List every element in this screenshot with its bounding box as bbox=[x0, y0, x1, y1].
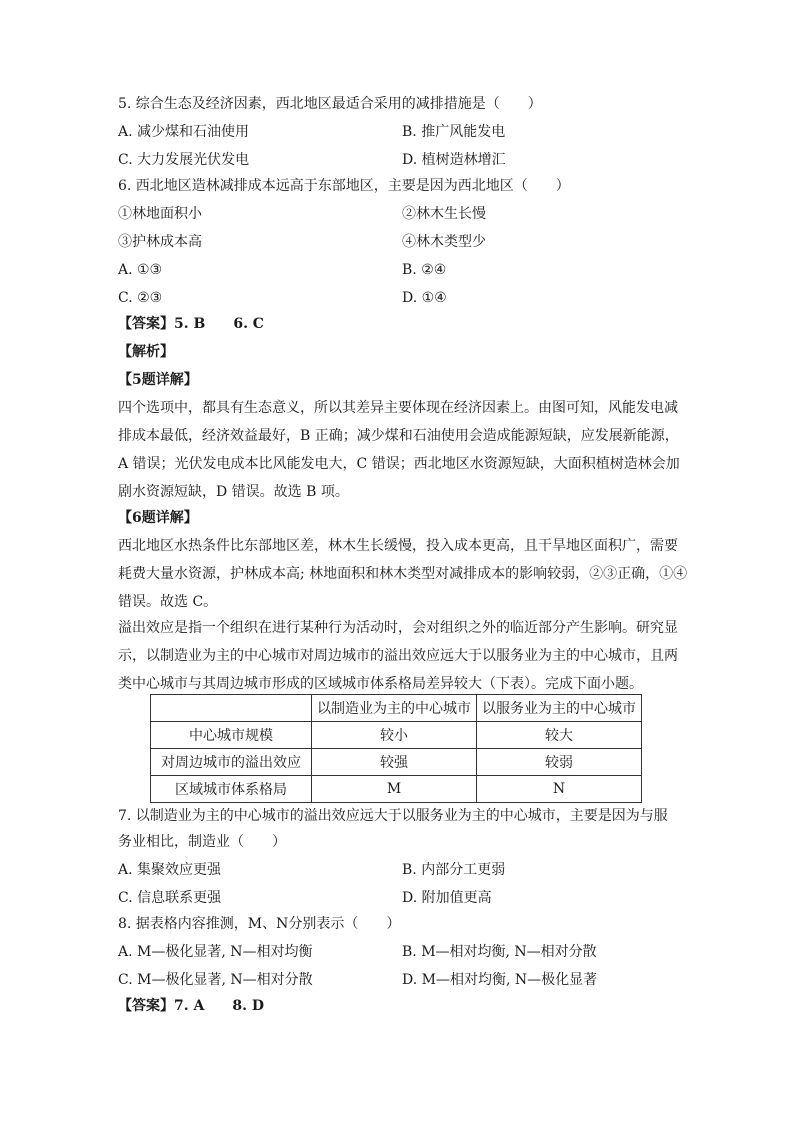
comparison-table bbox=[150, 694, 642, 803]
table-header-row bbox=[151, 695, 642, 722]
intro-line: 溢出效应是指一个组织在进行某种行为活动时，会对组织之外的临近部分产生影响。研究显 bbox=[118, 620, 678, 636]
q6-option-d: D. ①④ bbox=[402, 290, 447, 306]
q6-option-b: B. ②④ bbox=[402, 262, 447, 278]
table-row bbox=[151, 749, 642, 776]
detail-6-title: 【6题详解】 bbox=[118, 510, 198, 526]
q8-option-c: C. M—极化显著, N—相对分散 bbox=[118, 972, 313, 988]
table-header-cell: 以服务业为主的中心城市 bbox=[477, 695, 642, 722]
answer-5-6: 【答案】5. B 6. C bbox=[118, 316, 264, 332]
detail-5-line: A 错误；光伏发电成本比风能发电大，C 错误；西北地区水资源短缺，大面积植树造林会加 bbox=[118, 456, 680, 472]
q6-stem: 6. 西北地区造林减排成本远高于东部地区，主要是因为西北地区（ ） bbox=[118, 178, 570, 194]
table-cell: N bbox=[477, 776, 642, 803]
q6-statement-3: ③护林成本高 bbox=[118, 234, 202, 250]
q5-option-b: B. 推广风能发电 bbox=[402, 124, 506, 140]
q6-option-c: C. ②③ bbox=[118, 290, 163, 306]
q7-option-d: D. 附加值更高 bbox=[402, 890, 492, 906]
detail-5-line: 排成本最低，经济效益最好，B 正确；减少煤和石油使用会造成能源短缺，应发展新能源， bbox=[118, 428, 679, 444]
q6-option-a: A. ①③ bbox=[118, 262, 163, 278]
detail-5-line: 四个选项中，都具有生态意义，所以其差异主要体现在经济因素上。由图可知，风能发电减 bbox=[118, 400, 678, 416]
intro-line: 类中心城市与其周边城市形成的区域城市体系格局差异较大（下表）。完成下面小题。 bbox=[118, 676, 643, 692]
detail-5-line: 剧水资源短缺，D 错误。故选 B 项。 bbox=[118, 484, 349, 500]
q7-option-a: A. 集聚效应更强 bbox=[118, 862, 222, 878]
table-cell: 中心城市规模 bbox=[151, 722, 312, 749]
q6-statement-2: ②林木生长慢 bbox=[402, 206, 486, 222]
q7-option-c: C. 信息联系更强 bbox=[118, 890, 222, 906]
q8-option-d: D. M—相对均衡, N—极化显著 bbox=[402, 972, 598, 988]
analysis-label: 【解析】 bbox=[118, 344, 174, 360]
table-row bbox=[151, 722, 642, 749]
q5-option-c: C. 大力发展光伏发电 bbox=[118, 152, 250, 168]
q6-statement-1: ①林地面积小 bbox=[118, 206, 202, 222]
q6-statement-4: ④林木类型少 bbox=[402, 234, 486, 250]
table-cell: 较强 bbox=[312, 749, 477, 776]
table-row bbox=[151, 776, 642, 803]
detail-6-line: 错误。故选 C。 bbox=[118, 594, 218, 610]
table-cell: 对周边城市的溢出效应 bbox=[151, 749, 312, 776]
q5-option-a: A. 减少煤和石油使用 bbox=[118, 124, 250, 140]
table-cell: 较小 bbox=[312, 722, 477, 749]
table-cell: 较弱 bbox=[477, 749, 642, 776]
detail-6-line: 西北地区水热条件比东部地区差，林木生长缓慢，投入成本更高，且干旱地区面积广，需要 bbox=[118, 538, 678, 554]
table-header-cell: 以制造业为主的中心城市 bbox=[312, 695, 477, 722]
detail-5-title: 【5题详解】 bbox=[118, 372, 198, 388]
table-cell: 较大 bbox=[477, 722, 642, 749]
q8-stem: 8. 据表格内容推测，M、N分别表示（ ） bbox=[118, 916, 401, 932]
q8-option-b: B. M—相对均衡, N—相对分散 bbox=[402, 944, 597, 960]
q7-stem-line-2: 务业相比，制造业（ ） bbox=[118, 834, 286, 850]
q7-stem-line-1: 7. 以制造业为主的中心城市的溢出效应远大于以服务业为主的中心城市，主要是因为与服 bbox=[118, 808, 668, 824]
q5-option-d: D. 植树造林增汇 bbox=[402, 152, 506, 168]
detail-6-line: 耗费大量水资源，护林成本高; 林地面积和林木类型对减排成本的影响较弱，②③正确，①④ bbox=[118, 566, 688, 582]
table-cell: M bbox=[312, 776, 477, 803]
q5-stem: 5. 综合生态及经济因素，西北地区最适合采用的减排措施是（ ） bbox=[118, 96, 542, 112]
intro-line: 示，以制造业为主的中心城市对周边城市的溢出效应远大于以服务业为主的中心城市，且两 bbox=[118, 648, 678, 664]
q7-option-b: B. 内部分工更弱 bbox=[402, 862, 506, 878]
q8-option-a: A. M—极化显著, N—相对均衡 bbox=[118, 944, 313, 960]
table-cell: 区域城市体系格局 bbox=[151, 776, 312, 803]
answer-7-8: 【答案】7. A 8. D bbox=[118, 998, 264, 1014]
table-header-cell bbox=[151, 695, 312, 722]
